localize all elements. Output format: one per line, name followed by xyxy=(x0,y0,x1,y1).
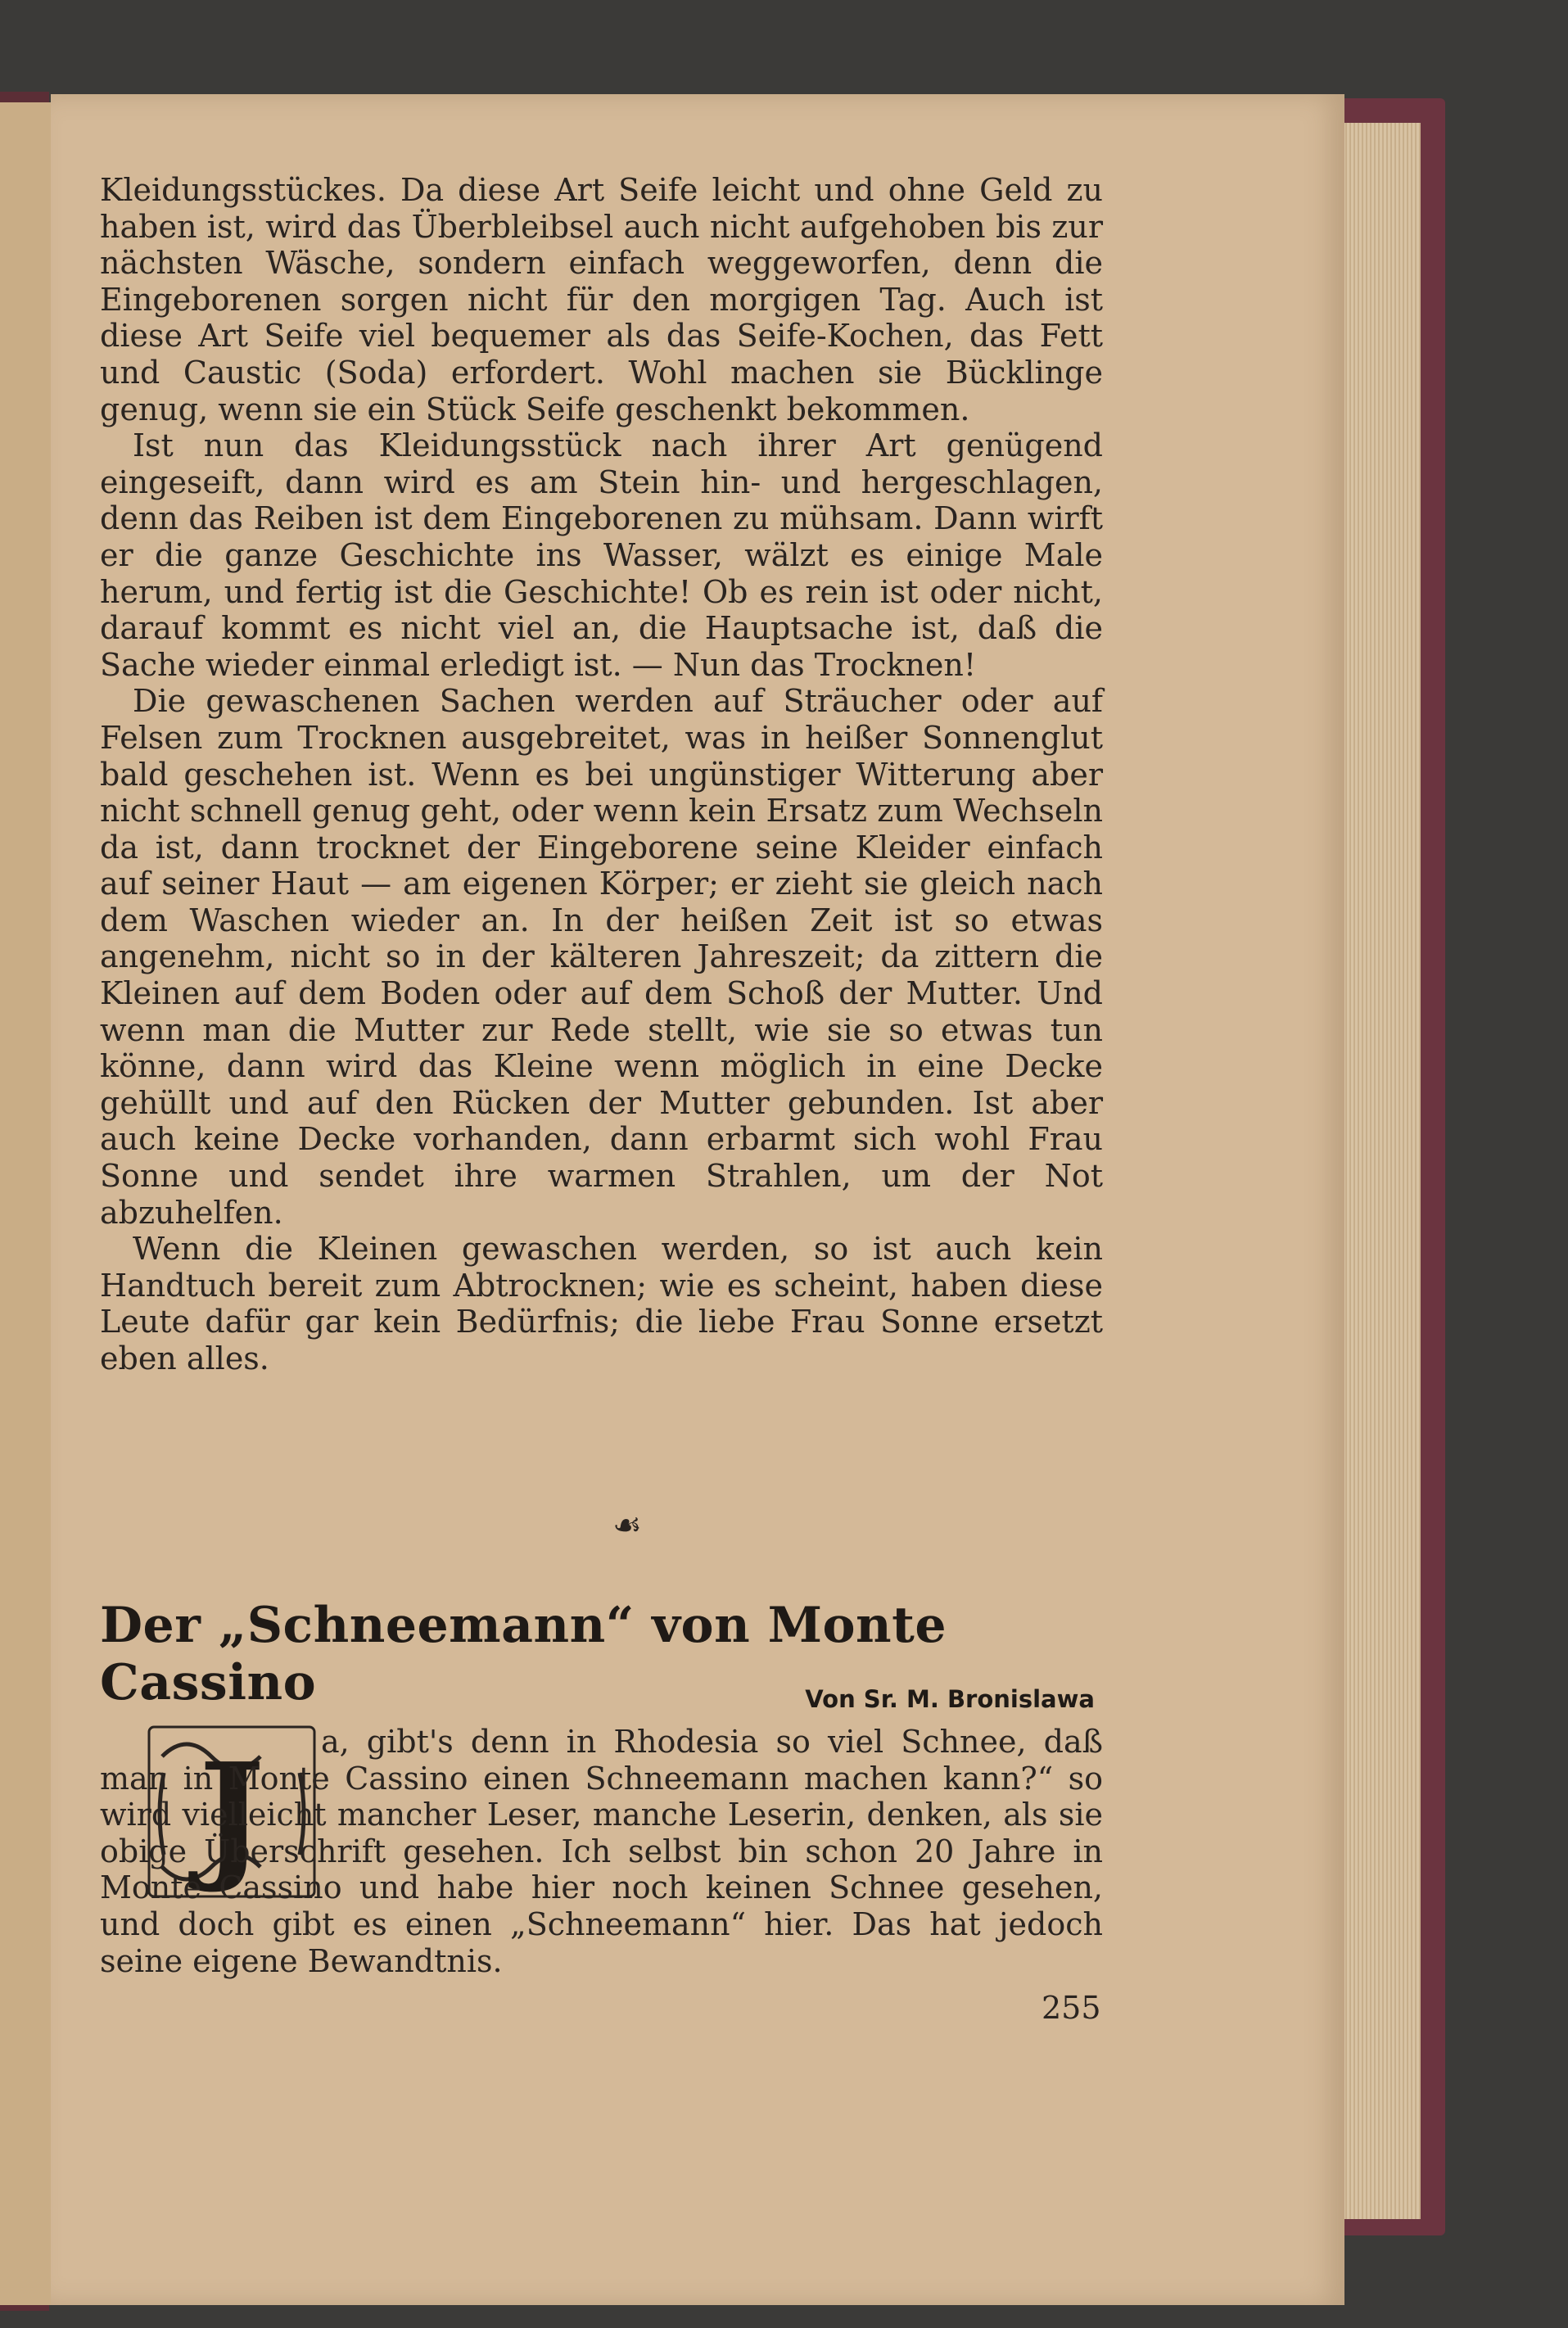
page-number: 255 xyxy=(1042,1990,1101,2026)
article-lead xyxy=(100,1724,1103,1979)
article-byline: Von Sr. M. Bronislawa xyxy=(805,1685,1095,1713)
paragraph-1: Kleidungsstückes. Da diese Art Seife leicht und ohne Geld zu haben ist, wird das Überbleibsel auch nicht aufgehoben bis zur nächsten Wäsche, sondern einfach weggeworfen, denn die Eingeborenen sorgen nicht für den morgigen Tag. Auch ist diese Art Seife viel bequemer als das Seife-Kochen, das Fett und Caustic (Soda) erfordert. Wohl machen sie Bücklinge genug, wenn sie ein Stück Seife geschenkt bekommen. xyxy=(100,172,1103,427)
paragraph-2: Ist nun das Kleidungsstück nach ihrer Art genügend eingeseift, dann wird es am Stein hin- und hergeschlagen, denn das Reiben ist dem Eingeborenen zu mühsam. Dann wirft er die ganze Geschichte ins Wasser, wälzt es einige Male herum, und fertig ist die Geschichte! Ob es rein ist oder nicht, darauf kommt es nicht viel an, die Hauptsache ist, daß die Sache wieder einmal erledigt ist. — Nun das Trocknen! xyxy=(100,427,1103,683)
article-title: Der „Schneemann“ von Monte Cassino xyxy=(100,1597,947,1711)
dropcap-letter: J xyxy=(198,1733,265,1896)
body-text xyxy=(100,172,1103,1377)
section-ornament: ☙ xyxy=(612,1507,642,1544)
paragraph-3: Die gewaschenen Sachen werden auf Sträucher oder auf Felsen zum Trocknen ausgebreitet, was in heißer Sonnenglut bald geschehen ist. Wenn es bei ungünstiger Witterung aber nicht schnell genug geht, oder wenn kein Ersatz zum Wechseln da ist, dann trocknet der Eingeborene seine Kleider einfach auf seiner Haut — am eigenen Körper; er zieht sie gleich nach dem Waschen wieder an. In der heißen Zeit ist so etwas angenehm, nicht so in der kälteren Jahreszeit; da zittern die Kleinen auf dem Boden oder auf dem Schoß der Mutter. Und wenn man die Mutter zur Rede stellt, wie sie so etwas tun könne, dann wird das Kleine wenn möglich in eine Decke gehüllt und auf den Rücken der Mutter gebunden. Ist aber auch keine Decke vorhanden, dann erbarmt sich wohl Frau Sonne und sendet ihre warmen Strahlen, um der Not abzuhelfen. xyxy=(100,683,1103,1231)
lead-text: a, gibt's denn in Rhodesia so viel Schnee, daß man in Monte Cassino einen Schneemann machen kann?“ so wird vielleicht mancher Leser, manche Leserin, denken, als sie obige Überschrift gesehen. Ich selbst bin schon 20 Jahre in Monte Cassino und habe hier noch keinen Schnee gesehen, und doch gibt es einen „Schneemann“ hier. Das hat jedoch seine eigene Bewandtnis. xyxy=(100,1724,1103,1979)
paragraph-4: Wenn die Kleinen gewaschen werden, so ist auch kein Handtuch bereit zum Abtrocknen; wie es scheint, haben diese Leute dafür gar kein Bedürfnis; die liebe Frau Sonne ersetzt eben alles. xyxy=(100,1231,1103,1376)
article-lead-paragraph xyxy=(100,1724,1103,1979)
facing-page-edge xyxy=(0,102,57,2305)
